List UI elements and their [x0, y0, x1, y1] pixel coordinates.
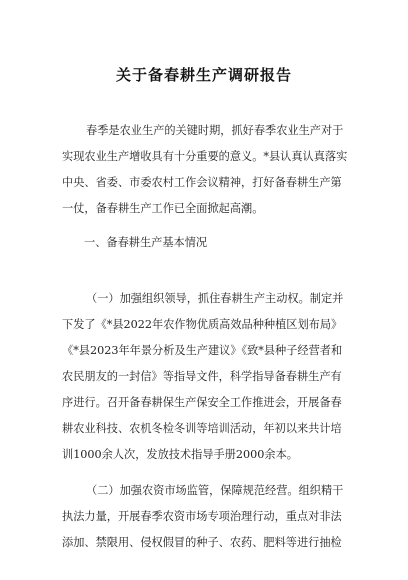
paragraph-line: 下发了《*县2022年农作物优质高效品种种植区划布局》 [62, 318, 343, 331]
paragraph-line: 执法力量，开展春季农资市场专项治理行动，重点对非法 [62, 510, 342, 523]
paragraph-line: 中央、省委、市委农村工作会议精神，打好备春耕生产第 [62, 176, 342, 189]
paragraph-line: 《*县2023年年景分析及生产建议》《致*县种子经营者和 [62, 344, 343, 357]
paragraph-line: 农民朋友的一封信》等指导文件，科学指导备春耕生产有 [62, 370, 342, 383]
section-heading: 一、备春耕生产基本情况 [84, 236, 208, 249]
paragraph-two [62, 478, 362, 556]
paragraph-line: 实现农业生产增收具有十分重要的意义。*县认真认真落实 [62, 150, 348, 163]
paragraph-line: （二）加强农资市场监管，保障规范经营。组织精干 [86, 484, 344, 497]
intro-paragraph [62, 118, 362, 222]
paragraph-line: 春季是农业生产的关键时期，抓好春季农业生产对于 [86, 124, 344, 137]
paragraph-line: 一仗，备春耕生产工作已全面掀起高潮。 [62, 202, 264, 215]
paragraph-one [62, 286, 362, 468]
paragraph-line: 序进行。召开备春耕保生产保安全工作推进会，开展备春 [62, 396, 342, 409]
paragraph-line: 耕农业科技、农机冬检冬训等培训活动，年初以来共计培 [62, 422, 342, 435]
paragraph-line: 添加、禁限用、侵权假冒的种子、农药、肥料等进行抽检 [62, 536, 342, 549]
paragraph-line: （一）加强组织领导，抓住春耕生产主动权。制定并 [86, 292, 344, 305]
document-title: 关于备春耕生产调研报告 [115, 66, 292, 84]
paragraph-line: 训1000余人次，发放技术指导手册2000余本。 [62, 448, 298, 461]
